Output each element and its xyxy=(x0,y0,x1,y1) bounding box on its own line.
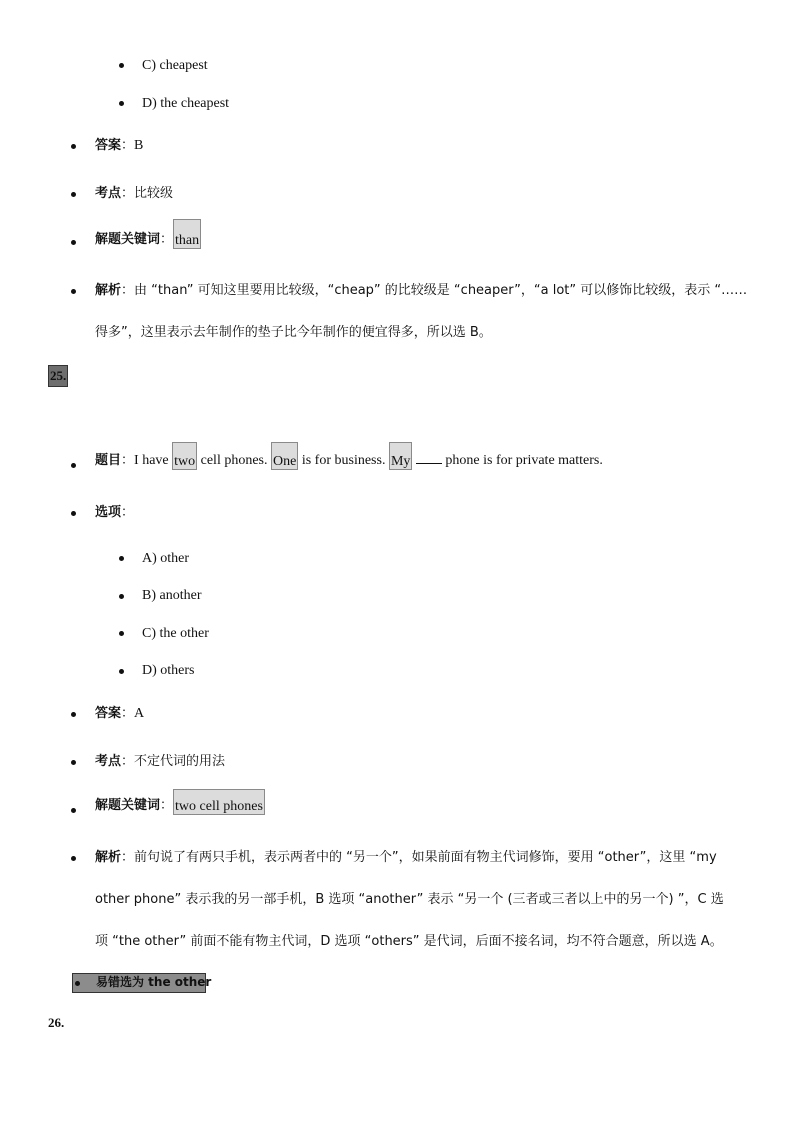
answer-row: 答案：B xyxy=(95,138,144,153)
option-a: A) other xyxy=(142,551,190,566)
bullet xyxy=(71,289,76,294)
point-row: 考点：不定代词的用法 xyxy=(95,754,226,769)
stem-text-3: is for business. xyxy=(298,453,389,468)
keyword-label: 解题关键词 xyxy=(95,798,161,813)
mistake-note: 易错选为 the other xyxy=(96,975,212,989)
bullet xyxy=(71,808,76,813)
options-label: 选项 xyxy=(95,505,122,520)
point-label: 考点 xyxy=(95,186,122,201)
analysis-line-3: 项 “the other” 前面不能有物主代词，D 选项 “others” 是代词，后面不接名词，均不符合题意，所以选 A。 xyxy=(95,934,723,949)
answer-value: B xyxy=(134,138,144,153)
stem-highlight-one: One xyxy=(271,442,298,470)
option-b: B) another xyxy=(142,588,202,603)
keyword-highlight: than xyxy=(173,219,201,249)
bullet xyxy=(119,63,124,68)
keyword-highlight: two cell phones xyxy=(173,789,265,815)
question-number: 25. xyxy=(48,365,68,387)
analysis-line-1: 解析：前句说了有两只手机，表示两者中的 “另一个”，如果前面有物主代词修饰，要用 “other”，这里 “my xyxy=(95,850,717,865)
analysis-line-1: 解析：由 “than” 可知这里要用比较级，“cheap” 的比较级是 “cheaper”，“a lot” 可以修饰比较级，表示 “…… xyxy=(95,283,748,298)
bullet xyxy=(119,101,124,106)
answer-blank xyxy=(416,451,442,464)
answer-value: A xyxy=(134,706,145,721)
point-row: 考点：比较级 xyxy=(95,186,174,201)
stem-text-1: I have xyxy=(134,453,173,468)
answer-label: 答案 xyxy=(95,138,122,153)
bullet xyxy=(119,631,124,636)
option-c: C) cheapest xyxy=(142,58,208,73)
analysis-label: 解析 xyxy=(95,850,122,865)
stem-row: 题目：I have two cell phones. One is for business. My phone is for private matters. xyxy=(95,442,603,470)
stem-label: 题目 xyxy=(95,453,122,468)
bullet xyxy=(119,669,124,674)
stem-text-4: phone is for private matters. xyxy=(441,453,603,468)
point-label: 考点 xyxy=(95,754,122,769)
option-d: D) the cheapest xyxy=(142,96,230,111)
bullet xyxy=(71,144,76,149)
bullet xyxy=(71,712,76,717)
bullet xyxy=(75,981,80,986)
analysis-text: 前句说了有两只手机，表示两者中的 “另一个”，如果前面有物主代词修饰，要用 “other”，这里 “my xyxy=(134,850,717,865)
analysis-text: 由 “than” 可知这里要用比较级，“cheap” 的比较级是 “cheaper”，“a lot” 可以修饰比较级，表示 “…… xyxy=(134,283,748,298)
keyword-row: 解题关键词： than xyxy=(95,219,201,249)
bullet xyxy=(71,463,76,468)
bullet xyxy=(71,511,76,516)
keyword-label: 解题关键词 xyxy=(95,232,161,247)
point-value: 不定代词的用法 xyxy=(134,754,226,769)
option-c: C) the other xyxy=(142,626,209,641)
bullet xyxy=(71,192,76,197)
bullet xyxy=(71,240,76,245)
analysis-label: 解析 xyxy=(95,283,122,298)
options-row: 选项： xyxy=(95,505,135,520)
bullet xyxy=(71,760,76,765)
analysis-line-2: other phone” 表示我的另一部手机，B 选项 “another” 表示 “另一个 (三者或三者以上中的另一个) ”，C 选 xyxy=(95,892,724,907)
stem-highlight-two: two xyxy=(172,442,197,470)
bullet xyxy=(71,856,76,861)
answer-label: 答案 xyxy=(95,706,122,721)
stem-text-2: cell phones. xyxy=(197,453,271,468)
answer-row: 答案：A xyxy=(95,706,145,721)
point-value: 比较级 xyxy=(134,186,174,201)
question-number: 26. xyxy=(48,1015,65,1030)
option-d: D) others xyxy=(142,663,195,678)
stem-highlight-my: My xyxy=(389,442,412,470)
bullet xyxy=(119,594,124,599)
keyword-row: 解题关键词： two cell phones xyxy=(95,789,265,815)
analysis-line-2: 得多”，这里表示去年制作的垫子比今年制作的便宜得多，所以选 B。 xyxy=(95,325,492,340)
bullet xyxy=(119,556,124,561)
